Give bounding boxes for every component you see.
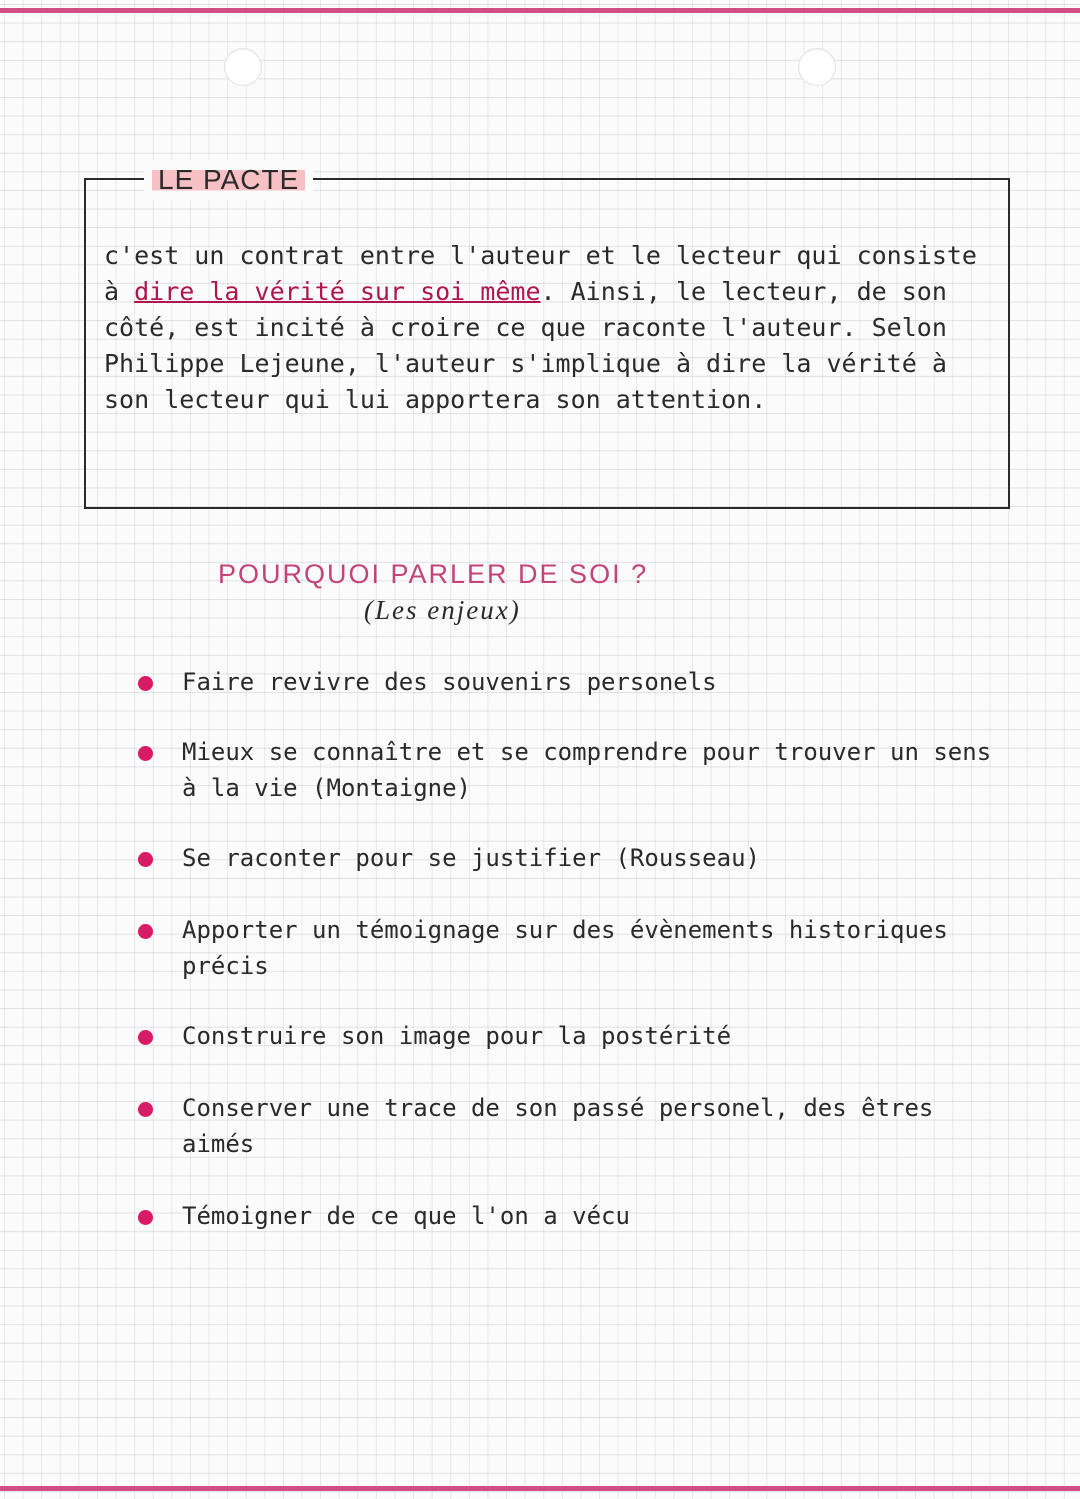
list-item-text: Conserver une trace de son passé personel, des êtres aimés [182,1094,934,1158]
pacte-text-before: c'est un contrat entre l'auteur et le lecteur qui consiste à [104,241,977,306]
pacte-text-after: . Ainsi, le lecteur, de son côté, est incité à croire ce que raconte l'auteur. Selon Philippe Lejeune, l'auteur s'implique à dire la vérité à son lecteur qui lui apportera son attention. [104,277,947,414]
binder-hole-left [224,48,262,86]
list-item-text: Mieux se connaître et se comprendre pour trouver un sens à la vie (Montaigne) [182,738,992,802]
bullet-dot-icon [138,852,153,867]
bullet-dot-icon [138,1102,153,1117]
list-item-text: Témoigner de ce que l'on a vécu [182,1202,630,1230]
bullet-dot-icon [138,1210,153,1225]
list-item-text: Construire son image pour la postérité [182,1022,732,1050]
pacte-definition-text [104,238,994,418]
bullet-dot-icon [138,746,153,761]
section-heading: POURQUOI PARLER DE SOI ? [218,559,649,589]
list-item-text: Faire revivre des souvenirs personels [182,668,717,696]
list-item-text: Apporter un témoignage sur des évènements historiques précis [182,916,948,980]
bottom-margin-line [0,1486,1080,1491]
binder-hole-right [798,48,836,86]
top-margin-line [0,8,1080,13]
pacte-title [144,160,313,200]
section-subheading: (Les enjeux) [364,595,521,625]
bullet-dot-icon [138,1030,153,1045]
list-item-text: Se raconter pour se justifier (Rousseau) [182,844,760,872]
pacte-text-highlight: dire la vérité sur soi même [134,277,541,306]
bullet-dot-icon [138,676,153,691]
pacte-definition-box [84,164,1010,509]
bullet-dot-icon [138,924,153,939]
pacte-title-text: LE PACTE [152,164,305,195]
